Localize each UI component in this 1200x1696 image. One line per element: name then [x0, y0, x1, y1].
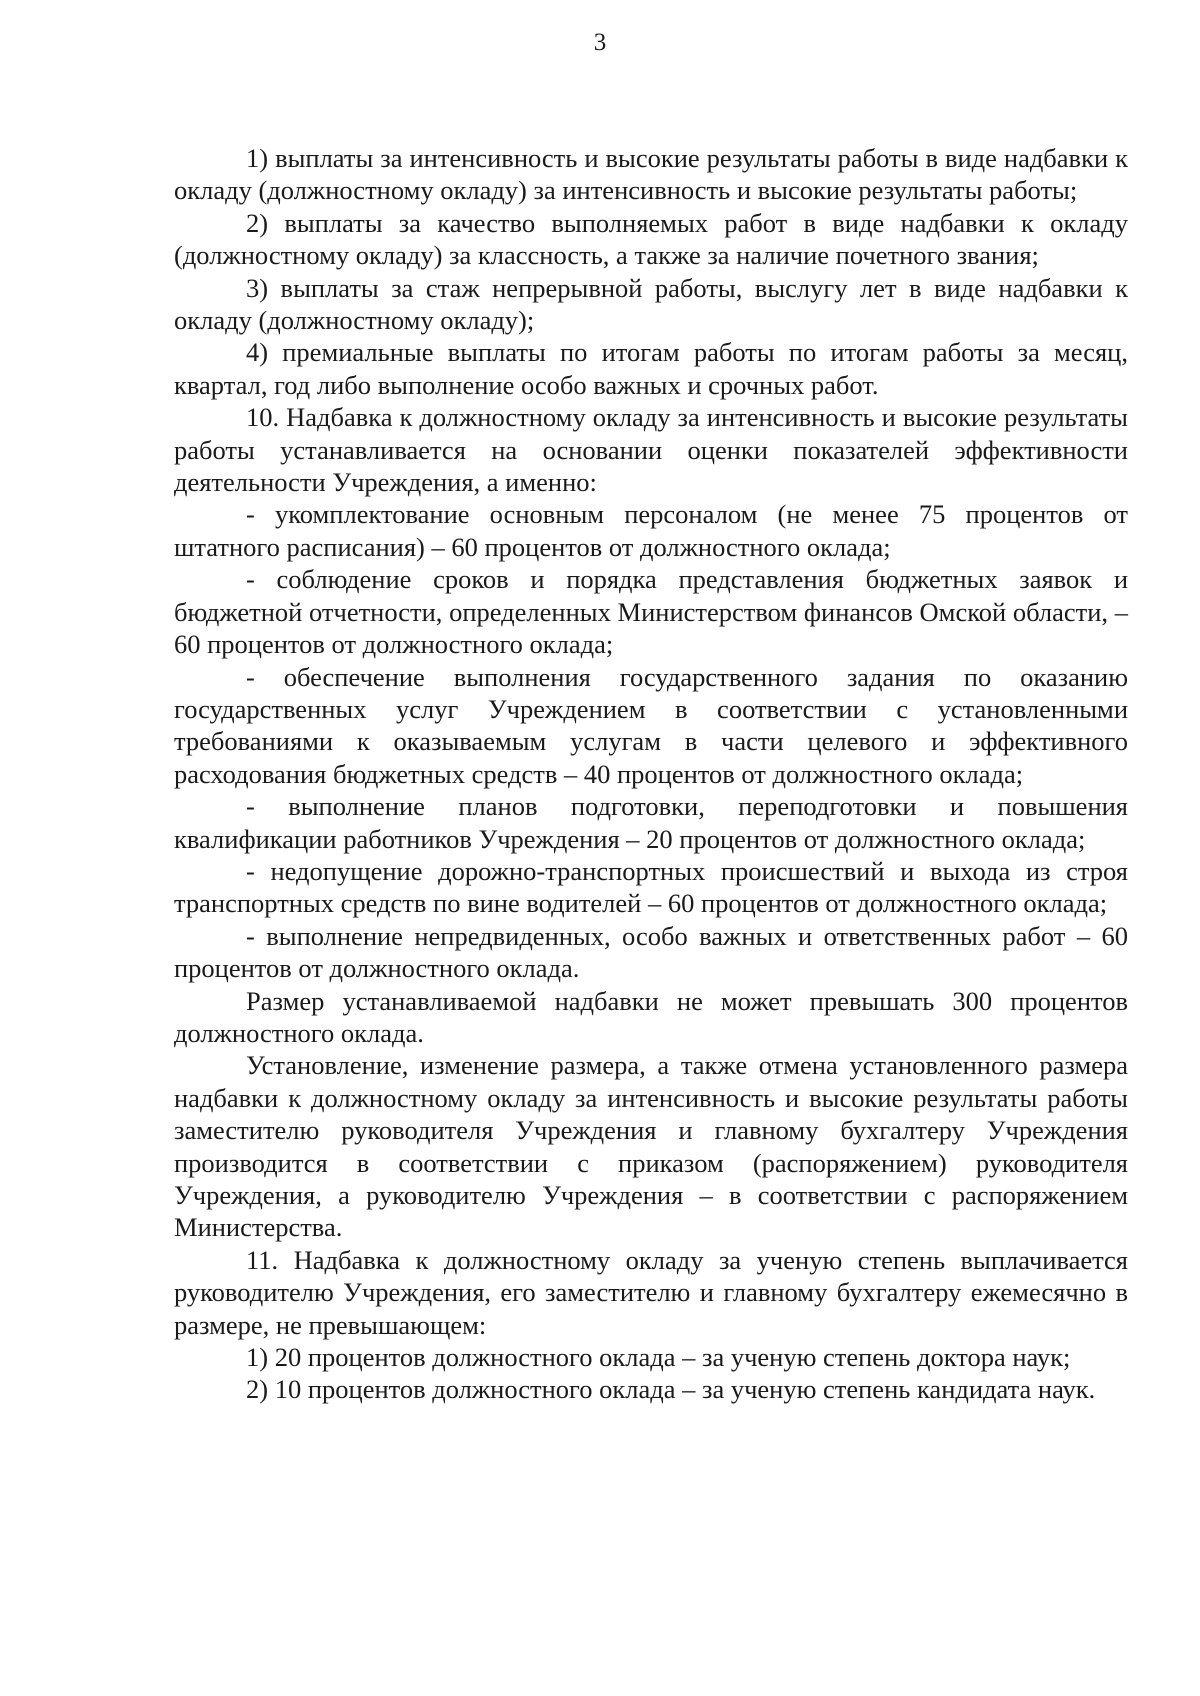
paragraph-clause-11: 11. Надбавка к должностному окладу за ученую степень выплачивается руководителю Учреждения, его заместителю и главному бухгалтеру ежемесячно в размере, не превышающем: — [174, 1244, 1128, 1340]
paragraph-traffic-safety: - недопущение дорожно-транспортных происшествий и выхода из строя транспортных средств по вине водителей – 60 процентов от должностного оклада; — [174, 855, 1128, 919]
paragraph-training: - выполнение планов подготовки, переподготовки и повышения квалификации работников Учреждения – 20 процентов от должностного оклада; — [174, 791, 1128, 854]
paragraph-max-allowance: Размер устанавливаемой надбавки не может превышать 300 процентов должностного оклада. — [174, 985, 1128, 1048]
paragraph-payment-seniority: 3) выплаты за стаж непрерывной работы, выслугу лет в виде надбавки к окладу (должностному окладу); — [174, 272, 1128, 336]
paragraph-clause-10: 10. Надбавка к должностному окладу за интенсивность и высокие результаты работы устанавливается на основании оценки показателей эффективности деятельности Учреждения, а именно: — [174, 402, 1128, 498]
page-number: 3 — [593, 29, 607, 56]
paragraph-payment-intensity: 1) выплаты за интенсивность и высокие результаты работы в виде надбавки к окладу (должностному окладу) за интенсивность и высокие результаты работы; — [174, 143, 1128, 206]
paragraph-doctor-degree: 1) 20 процентов должностного оклада – за ученую степень доктора наук; — [246, 1342, 1071, 1373]
paragraph-state-assignment: - обеспечение выполнения государственного задания по оказанию государственных услуг Учреждением в соответствии с установленными требованиями к оказываемым услугам в части целевого и эффективного расходования бюджетных средств – 40 процентов от должностного оклада; — [174, 661, 1128, 789]
document-body — [174, 142, 1128, 1406]
paragraph-payment-bonus: 4) премиальные выплаты по итогам работы по итогам работы за месяц, квартал, год либо выполнение особо важных и срочных работ. — [174, 337, 1128, 400]
paragraph-budget-reporting: - соблюдение сроков и порядка представления бюджетных заявок и бюджетной отчетности, определенных Министерством финансов Омской области, – 60 процентов от должностного оклада; — [174, 564, 1128, 660]
paragraph-payment-quality: 2) выплаты за качество выполняемых работ в виде надбавки к окладу (должностному окладу) за классность, а также за наличие почетного звания; — [174, 207, 1128, 271]
paragraph-candidate-degree: 2) 10 процентов должностного оклада – за ученую степень кандидата наук. — [246, 1374, 1096, 1405]
paragraph-establishment: Установление, изменение размера, а также отмена установленного размера надбавки к должностному окладу за интенсивность и высокие результаты работы заместителю руководителя Учреждения и главному бухгалтеру Учреждения производится в соответствии с приказом (распоряжением) руководителя Учреждения, а руководителю Учреждения – в соответствии с распоряжением Министерства. — [174, 1050, 1128, 1243]
paragraph-staffing: - укомплектование основным персоналом (не менее 75 процентов от штатного расписания) – 60 процентов от должностного оклада; — [174, 499, 1128, 562]
paragraph-unforeseen-work: - выполнение непредвиденных, особо важных и ответственных работ – 60 процентов от должностного оклада. — [174, 920, 1128, 984]
